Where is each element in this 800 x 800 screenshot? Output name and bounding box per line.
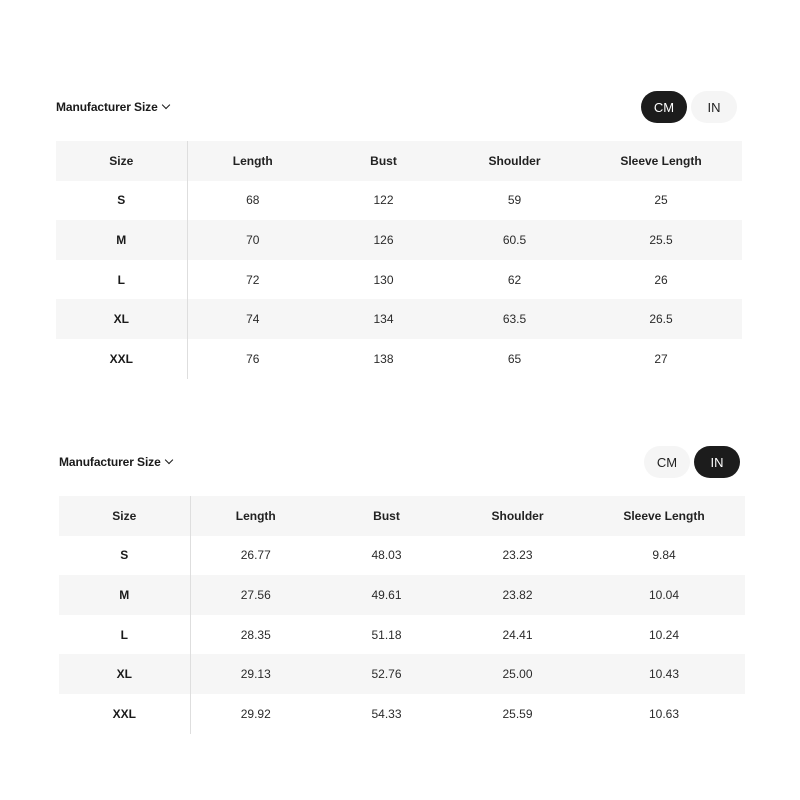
length-cell: 29.13 [190,654,321,694]
unit-toggle [641,91,737,123]
manufacturer-size-label: Manufacturer Size [56,100,158,114]
size-cell: L [59,615,190,655]
bust-cell: 138 [373,351,394,366]
shoulder-cell: 65 [507,351,522,366]
manufacturer-size-dropdown[interactable] [56,100,169,114]
column-header-sleeve-length: Sleeve Length [583,496,745,536]
table-row [56,339,742,379]
sleeve-length-cell: 26.5 [580,299,742,339]
table-row [59,575,745,615]
bust-cell: 52.76 [321,654,452,694]
length-cell: 72 [246,272,260,287]
size-cell: XL [59,654,190,694]
shoulder-cell: 59 [507,193,522,208]
sleeve-length-cell: 10.63 [648,706,680,721]
sleeve-length-cell: 25.5 [580,220,742,260]
sleeve-length-cell: 25 [654,193,668,208]
bust-cell: 134 [318,299,449,339]
length-cell: 68 [246,193,260,208]
shoulder-cell: 23.82 [452,575,583,615]
table-row [59,694,745,734]
table-row [59,654,745,694]
shoulder-cell: 25.59 [502,706,533,721]
size-cell: L [56,260,187,300]
length-cell: 27.56 [190,575,321,615]
sleeve-length-cell: 10.04 [583,575,745,615]
column-header-sleeve-length: Sleeve Length [580,141,742,181]
column-header-length: Length [187,141,318,181]
size-chart-panel-cm [56,90,742,379]
bust-cell: 54.33 [371,706,402,721]
unit-cm-button[interactable]: CM [644,446,690,478]
column-header-bust: Bust [321,496,452,536]
manufacturer-size-dropdown[interactable] [59,455,172,469]
size-cell: M [59,575,190,615]
panel-header [56,90,742,126]
table-row [56,220,742,260]
unit-in-button[interactable]: IN [691,91,737,123]
size-cell: XXL [56,339,187,379]
sleeve-length-cell: 27 [654,351,668,366]
table-row [56,181,742,221]
size-cell: M [56,220,187,260]
unit-cm-button[interactable]: CM [641,91,687,123]
unit-in-button[interactable]: IN [694,446,740,478]
length-cell: 29.92 [240,706,271,721]
size-cell: S [56,181,187,221]
length-cell: 28.35 [240,627,271,642]
table-row [59,536,745,576]
size-cell: XL [56,299,187,339]
bust-cell: 51.18 [371,627,402,642]
length-cell: 74 [187,299,318,339]
sleeve-length-cell: 10.24 [648,627,680,642]
length-cell: 76 [246,351,260,366]
size-cell: XXL [59,694,190,734]
shoulder-cell: 60.5 [449,220,580,260]
shoulder-cell: 62 [507,272,522,287]
manufacturer-size-label: Manufacturer Size [59,455,161,469]
panel-header [59,445,745,481]
shoulder-cell: 25.00 [452,654,583,694]
chevron-down-icon [161,101,169,109]
length-cell: 70 [187,220,318,260]
length-cell: 26.77 [240,548,271,563]
table-header-row [56,141,742,181]
sleeve-length-cell: 9.84 [652,548,676,563]
column-header-size: Size [59,496,190,536]
sleeve-length-cell: 10.43 [583,654,745,694]
size-table-cm [56,141,743,379]
size-cell: S [59,536,190,576]
column-header-shoulder: Shoulder [452,496,583,536]
table-row [56,299,742,339]
chevron-down-icon [164,456,172,464]
table-row [59,615,745,655]
bust-cell: 49.61 [321,575,452,615]
bust-cell: 126 [318,220,449,260]
shoulder-cell: 24.41 [502,627,533,642]
column-header-shoulder: Shoulder [449,141,580,181]
shoulder-cell: 23.23 [502,548,533,563]
size-chart-panel-in [59,445,745,734]
column-header-size: Size [56,141,187,181]
table-header-row [59,496,745,536]
column-header-length: Length [190,496,321,536]
bust-cell: 48.03 [371,548,402,563]
unit-toggle [644,446,740,478]
shoulder-cell: 63.5 [449,299,580,339]
bust-cell: 122 [373,193,394,208]
bust-cell: 130 [373,272,394,287]
sleeve-length-cell: 26 [654,272,668,287]
table-row [56,260,742,300]
size-table-in [59,496,746,734]
column-header-bust: Bust [318,141,449,181]
